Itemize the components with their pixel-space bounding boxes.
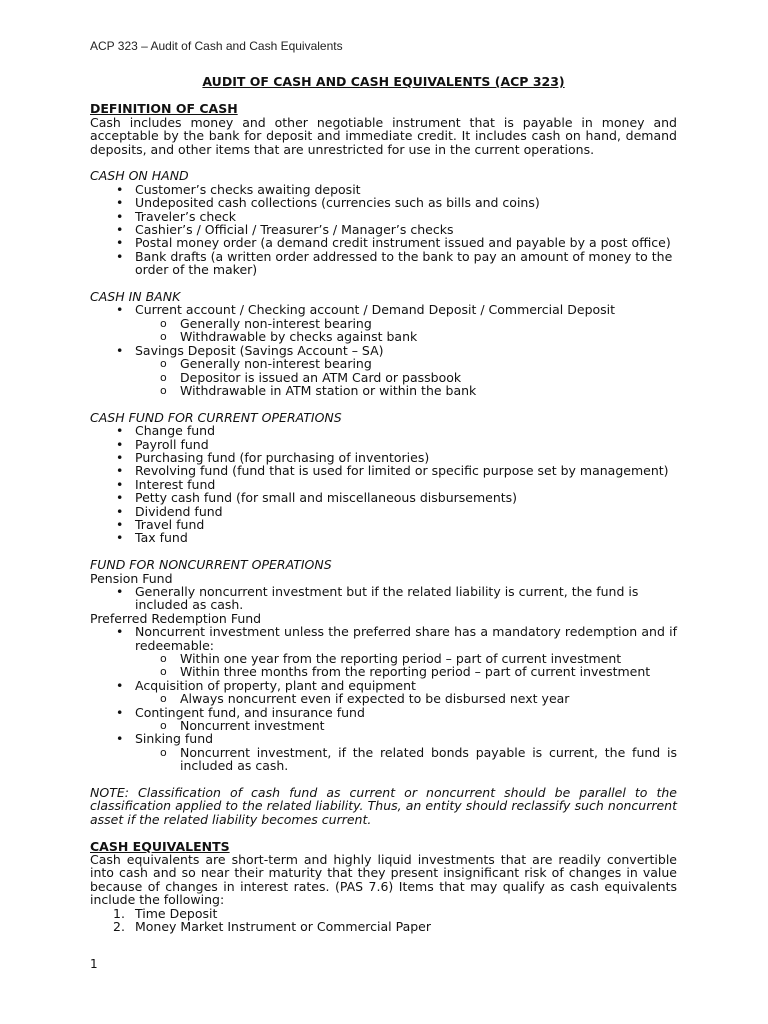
preferred-redemption-label: Preferred Redemption Fund bbox=[90, 610, 262, 626]
list-item-label: Contingent fund, and insurance fund bbox=[135, 704, 365, 720]
pension-fund-label: Pension Fund bbox=[90, 570, 173, 586]
list-item: • Change fund bbox=[90, 424, 677, 437]
list-item: • Undeposited cash collections (currencies such as bills and coins) bbox=[90, 196, 677, 209]
list-item bbox=[90, 625, 677, 679]
list-item: • Bank drafts (a written order addressed to the bank to pay an amount of money to the order of the maker) bbox=[90, 250, 677, 277]
list-item: • Revolving fund (fund that is used for limited or specific purpose set by management) bbox=[90, 464, 677, 477]
list-item: • Petty cash fund (for small and miscellaneous disbursements) bbox=[90, 491, 677, 504]
sub-list-item: o Depositor is issued an ATM Card or passbook bbox=[135, 371, 677, 384]
classification-note: NOTE: Classification of cash fund as current or noncurrent should be parallel to the classification applied to the related liability. Thus, an entity should reclassify such noncurrent asset if the related liability becomes current. bbox=[90, 785, 677, 827]
cash-equivalents-list bbox=[90, 907, 677, 934]
sub-list bbox=[135, 692, 677, 705]
list-item: • Tax fund bbox=[90, 531, 677, 544]
list-item: • Generally noncurrent investment but if the related liability is current, the fund is included as cash. bbox=[90, 585, 677, 612]
sub-list-item: o Withdrawable by checks against bank bbox=[135, 330, 677, 343]
cash-on-hand-heading: CASH ON HAND bbox=[90, 168, 189, 184]
list-number: 2. bbox=[113, 919, 125, 935]
cash-fund-current-list bbox=[90, 424, 677, 545]
sub-list-item: o Within one year from the reporting period – part of current investment bbox=[135, 652, 677, 665]
cash-equivalents-text: Cash equivalents are short-term and highly liquid investments that are readily convertible into cash and so near their maturity that they present insignificant risk of changes in value because of changes in interest rates. (PAS 7.6) Items that may qualify as cash equivalents include the following: bbox=[90, 852, 677, 908]
list-item-label: Money Market Instrument or Commercial Paper bbox=[135, 919, 432, 935]
sub-list bbox=[135, 652, 677, 679]
running-header: ACP 323 – Audit of Cash and Cash Equivalents bbox=[90, 39, 343, 53]
list-item-label: Acquisition of property, plant and equipment bbox=[135, 677, 416, 693]
list-item: • Traveler’s check bbox=[90, 210, 677, 223]
sub-list-item: o Noncurrent investment bbox=[135, 719, 677, 732]
cash-in-bank-list bbox=[90, 303, 677, 397]
list-item-label: • Noncurrent investment unless the preferred share has a mandatory redemption and if redeemable: bbox=[135, 624, 677, 653]
list-item: • Cashier’s / Official / Treasurer’s / Manager’s checks bbox=[90, 223, 677, 236]
list-item bbox=[90, 920, 677, 933]
sub-list-item: o Noncurrent investment, if the related bonds payable is current, the fund is included as cash. bbox=[135, 746, 677, 773]
list-item bbox=[90, 303, 677, 343]
list-item-label: Savings Deposit (Savings Account – SA) bbox=[135, 342, 384, 358]
list-item-label: Time Deposit bbox=[135, 905, 218, 921]
cash-equivalents-heading: CASH EQUIVALENTS bbox=[90, 838, 230, 854]
list-item: • Dividend fund bbox=[90, 505, 677, 518]
page-number: 1 bbox=[90, 957, 98, 971]
cash-fund-current-heading: CASH FUND FOR CURRENT OPERATIONS bbox=[90, 409, 342, 425]
sub-list-item: o Generally non-interest bearing bbox=[135, 357, 677, 370]
list-number: 1. bbox=[113, 905, 125, 921]
definition-text: Cash includes money and other negotiable instrument that is payable in money and acceptable by the bank for deposit and immediate credit. It includes cash on hand, demand deposits, and other items that are unrestricted for use in the current operations. bbox=[90, 114, 677, 157]
sub-list-item: o Within three months from the reporting period – part of current investment bbox=[135, 665, 677, 678]
sub-list bbox=[135, 746, 677, 773]
sub-list bbox=[135, 719, 677, 732]
list-item bbox=[90, 679, 677, 706]
document-body bbox=[90, 75, 677, 934]
preferred-redemption-list bbox=[90, 625, 677, 772]
document-title: AUDIT OF CASH AND CASH EQUIVALENTS (ACP 323) bbox=[202, 74, 565, 89]
sub-list-item: o Always noncurrent even if expected to be disbursed next year bbox=[135, 692, 677, 705]
list-item: • Postal money order (a demand credit instrument issued and payable by a post office) bbox=[90, 236, 677, 249]
cash-on-hand-list bbox=[90, 183, 677, 277]
definition-heading: DEFINITION OF CASH bbox=[90, 101, 238, 117]
sub-list bbox=[135, 357, 677, 397]
list-item bbox=[90, 907, 677, 920]
list-item: • Payroll fund bbox=[90, 438, 677, 451]
list-item: • Travel fund bbox=[90, 518, 677, 531]
fund-noncurrent-heading: FUND FOR NONCURRENT OPERATIONS bbox=[90, 557, 332, 573]
sub-list bbox=[135, 317, 677, 344]
list-item-label: Current account / Checking account / Demand Deposit / Commercial Deposit bbox=[135, 302, 616, 318]
list-item bbox=[90, 344, 677, 398]
cash-in-bank-heading: CASH IN BANK bbox=[90, 289, 181, 305]
sub-list-item: o Withdrawable in ATM station or within the bank bbox=[135, 384, 677, 397]
list-item-label: Sinking fund bbox=[135, 731, 214, 747]
list-item: • Purchasing fund (for purchasing of inventories) bbox=[90, 451, 677, 464]
list-item bbox=[90, 706, 677, 733]
list-item: • Interest fund bbox=[90, 478, 677, 491]
list-item: • Customer’s checks awaiting deposit bbox=[90, 183, 677, 196]
list-item bbox=[90, 732, 677, 772]
pension-fund-list bbox=[90, 585, 677, 612]
sub-list-item: o Generally non-interest bearing bbox=[135, 317, 677, 330]
